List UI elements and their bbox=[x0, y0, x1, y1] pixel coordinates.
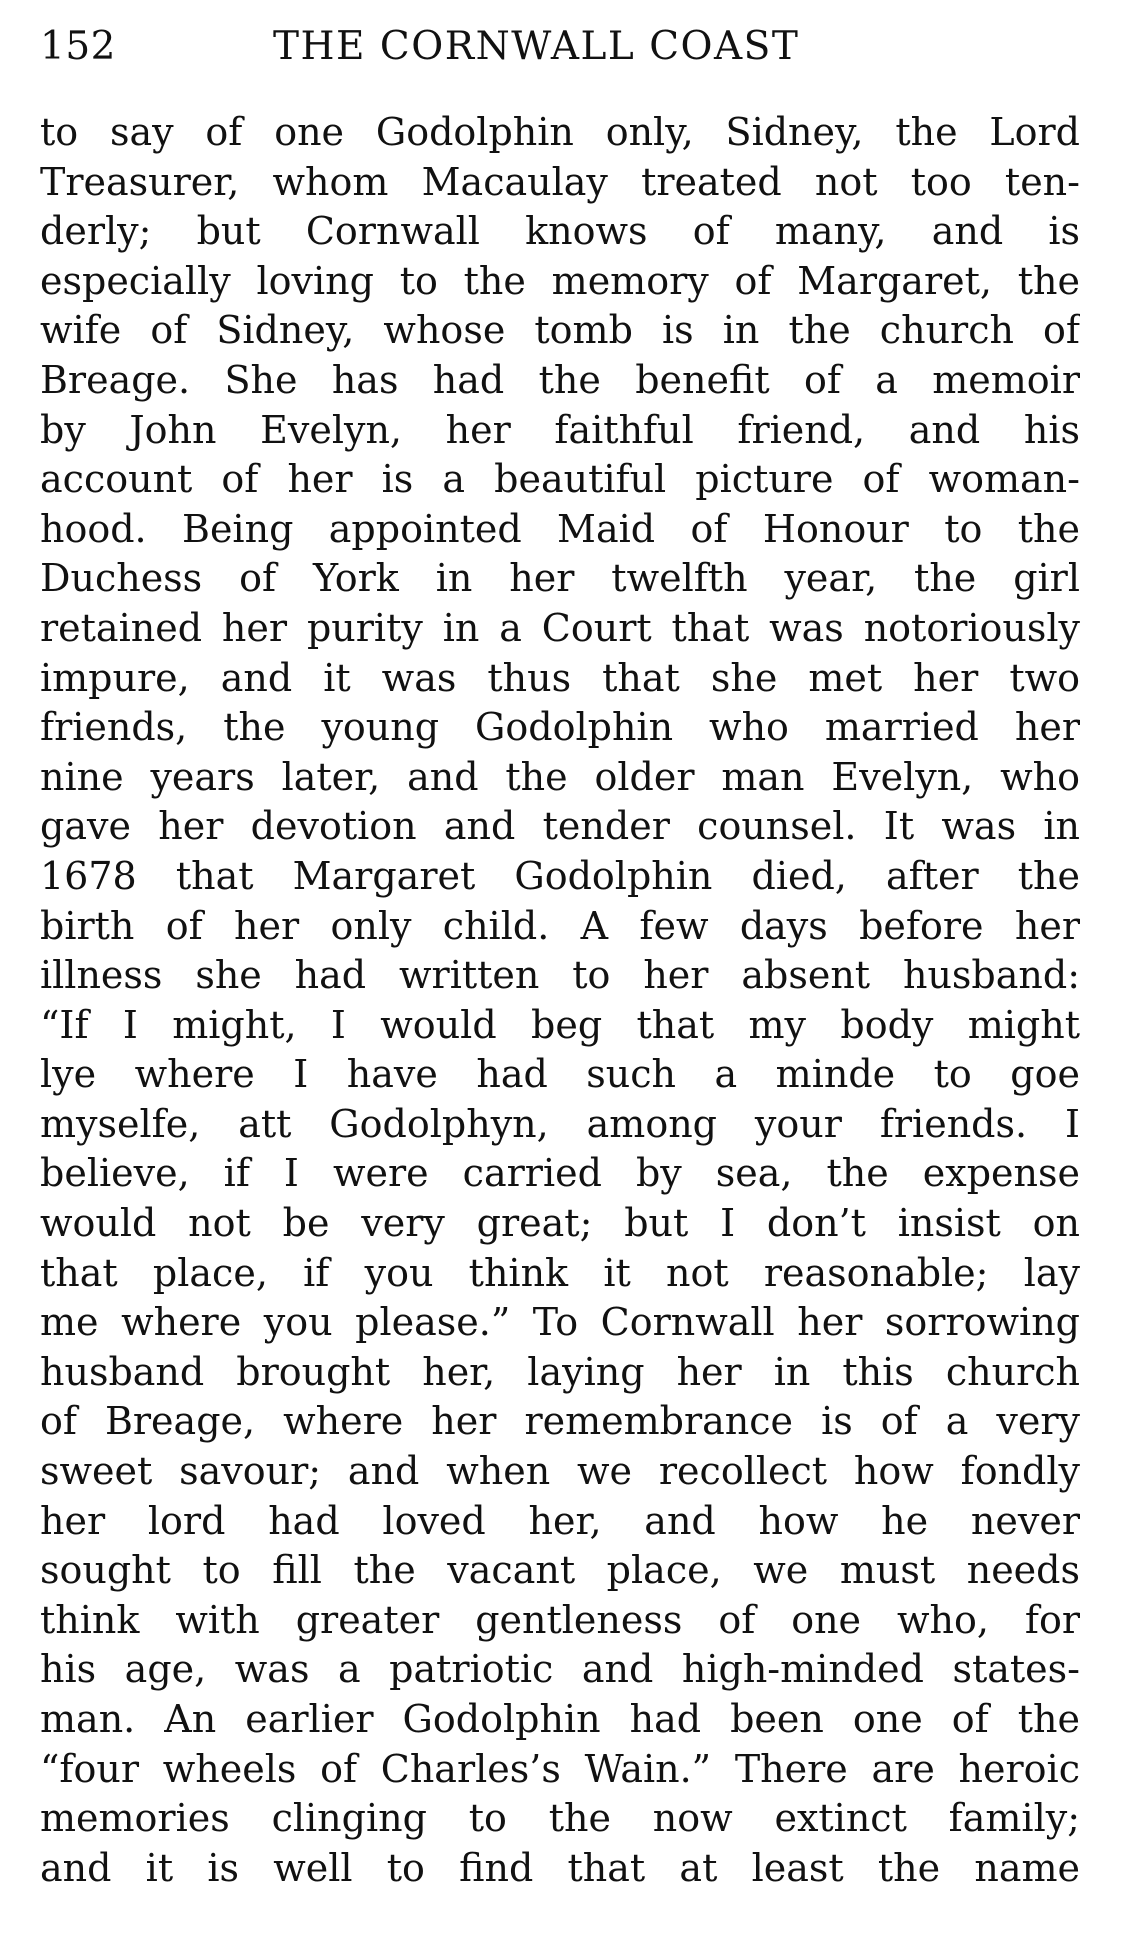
book-title: THE CORNWALL COAST bbox=[273, 24, 800, 69]
text-line: “four wheels of Charles’s Wain.” There are heroic bbox=[40, 1746, 1080, 1791]
text-line: to say of one Godolphin only, Sidney, the Lord bbox=[40, 110, 1080, 154]
text-line: Treasurer, whom Macaulay treated not too ten- bbox=[40, 159, 1080, 204]
text-line: lye where I have had such a minde to goe bbox=[40, 1052, 1080, 1097]
text-line: Duchess of York in her twelfth year, the girl bbox=[40, 556, 1080, 601]
text-line: husband brought her, laying her in this church bbox=[40, 1349, 1080, 1394]
text-line: me where you please.” To Cornwall her sorrowing bbox=[40, 1300, 1080, 1345]
text-line: 1678 that Margaret Godolphin died, after the bbox=[40, 853, 1080, 898]
text-line: sweet savour; and when we recollect how fondly bbox=[40, 1449, 1080, 1494]
text-line: and it is well to find that at least the name bbox=[40, 1845, 1080, 1890]
text-line: memories clinging to the now extinct family; bbox=[40, 1796, 1080, 1841]
text-line: man. An earlier Godolphin had been one of the bbox=[40, 1697, 1080, 1741]
running-head bbox=[40, 22, 1090, 72]
text-line: Breage. She has had the benefit of a memoir bbox=[40, 357, 1080, 402]
text-line: “If I might, I would beg that my body might bbox=[40, 1002, 1080, 1047]
text-line: believe, if I were carried by sea, the expense bbox=[40, 1151, 1080, 1196]
text-line: derly; but Cornwall knows of many, and is bbox=[40, 209, 1080, 254]
text-line: illness she had written to her absent husband: bbox=[40, 953, 1080, 998]
body-text bbox=[40, 108, 1080, 1893]
text-line: hood. Being appointed Maid of Honour to the bbox=[40, 506, 1080, 551]
text-line: myselfe, att Godolphyn, among your friends. I bbox=[40, 1101, 1080, 1146]
text-line: that place, if you think it not reasonable; lay bbox=[40, 1250, 1080, 1295]
text-line: think with greater gentleness of one who, for bbox=[40, 1597, 1080, 1642]
text-line: especially loving to the memory of Margaret, the bbox=[40, 258, 1080, 303]
text-line: of Breage, where her remembrance is of a very bbox=[40, 1399, 1080, 1444]
text-line: retained her purity in a Court that was notoriously bbox=[40, 605, 1080, 650]
text-line: birth of her only child. A few days before her bbox=[40, 903, 1080, 948]
text-line: account of her is a beautiful picture of woman- bbox=[40, 457, 1080, 502]
text-line: her lord had loved her, and how he never bbox=[40, 1498, 1080, 1543]
text-line: his age, was a patriotic and high-minded states- bbox=[40, 1647, 1080, 1692]
text-line: would not be very great; but I don’t insist on bbox=[40, 1201, 1080, 1246]
text-line: nine years later, and the older man Evelyn, who bbox=[40, 754, 1080, 799]
text-line: sought to fill the vacant place, we must needs bbox=[40, 1548, 1080, 1593]
text-line: friends, the young Godolphin who married her bbox=[40, 705, 1080, 750]
page-number: 152 bbox=[40, 24, 116, 69]
text-line: impure, and it was thus that she met her two bbox=[40, 655, 1080, 700]
text-line: by John Evelyn, her faithful friend, and his bbox=[40, 407, 1080, 452]
text-line: wife of Sidney, whose tomb is in the church of bbox=[40, 308, 1080, 353]
text-line: gave her devotion and tender counsel. It was in bbox=[40, 804, 1080, 849]
